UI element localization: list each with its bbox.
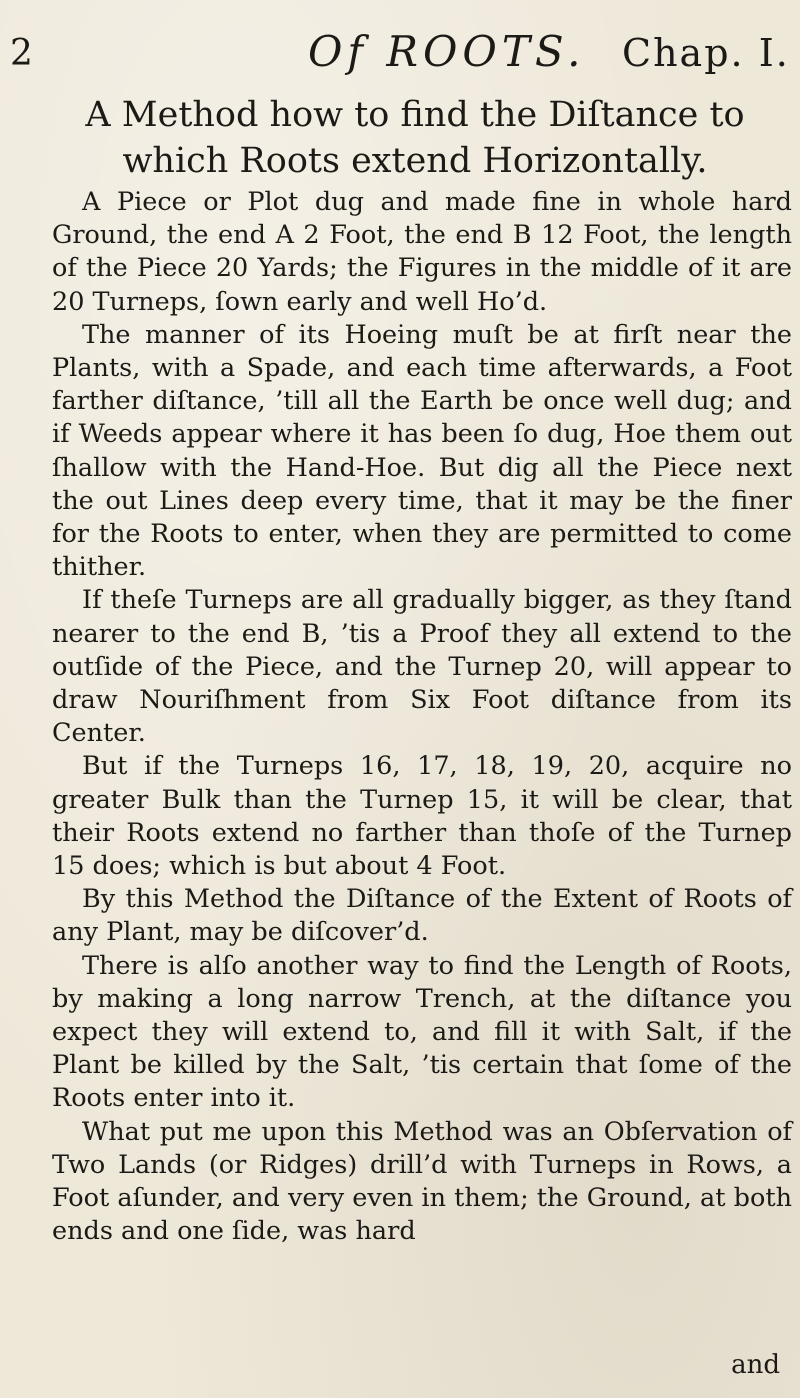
paragraph-turnep-bulk: But if the Turneps 16, 17, 18, 19, 20, acquire no greater Bulk than the Turnep 15, it will be clear, that their Roots extend no farther than thoſe of the Turnep 15 does; which is but about 4 Foot. [52, 751, 792, 882]
section-title-line-2: which Roots extend Horizontally. [122, 141, 708, 181]
paragraph-method-conclusion: By this Method the Diſtance of the Extent of Roots of any Plant, may be diſcover’d. [52, 884, 792, 948]
running-head: Of ROOTS. [308, 27, 586, 76]
chapter-heading: Chap. I. [622, 31, 790, 75]
paragraph-plot-description: A Piece or Plot dug and made fine in whole hard Ground, the end A 2 Foot, the end B 12 Foot, the length of the Piece 20 Yards; the Figures in the middle of it are 20 Turneps, ſown early and well Ho’d. [52, 187, 792, 317]
page-header [0, 24, 800, 84]
catchword: and [731, 1350, 780, 1380]
paragraph-observation: What put me upon this Method was an Obſervation of Two Lands (or Ridges) drill’d with Turneps in Rows, a Foot aſunder, and very even in them; the Ground, at both ends and one ſide, was hard [52, 1116, 792, 1247]
body-text [52, 186, 792, 1249]
paragraph-salt-trench: There is alſo another way to find the Length of Roots, by making a long narrow Trench, at the diſtance you expect they will extend to, and fill it with Salt, if the Plant be killed by the Salt, ’tis certain that ſome of the Roots enter into it. [52, 950, 792, 1114]
page-number: 2 [10, 33, 33, 74]
section-title [50, 92, 780, 184]
section-title-line-1: A Method how to find the Diſtance to [85, 95, 745, 135]
paragraph-hoeing-manner: The manner of its Hoeing muſt be at firſt near the Plants, with a Spade, and each time afterwards, a Foot farther diſtance, ’till all the Earth be once well dug; and if Weeds appear where it has been ſo dug, Hoe them out ſhallow with the Hand-Hoe. But dig all the Piece next the out Lines deep every time, that it may be the finer for the Roots to enter, when they are permitted to come thither. [52, 319, 792, 583]
paragraph-turnep-size-proof: If theſe Turneps are all gradually bigger, as they ſtand nearer to the end B, ’tis a Proof they all extend to the outſide of the Piece, and the Turnep 20, will appear to draw Nouriſhment from Six Foot diſtance from its Center. [52, 585, 792, 749]
